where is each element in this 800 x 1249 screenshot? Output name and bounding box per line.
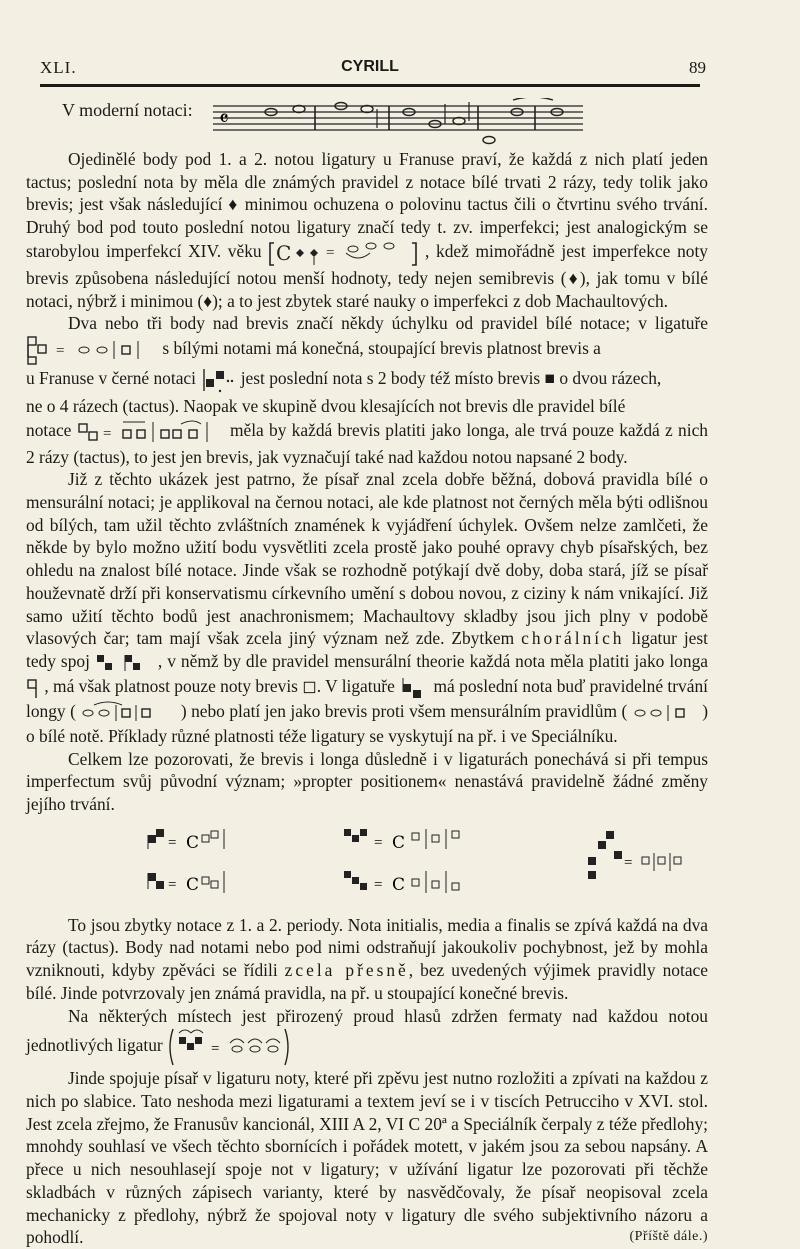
paragraph: Jinde spojuje písař v ligaturu noty, které při zpěvu jest nutno rozložiti a zpívati na každou z nich po slabice. Tato neshoda mezi ligaturami a textem jeví se i v tiscích Petrucciho v XVI. stol. Jest zcela zřejmo, že Franusův kancionál, XIII A 2, VI C 20ª a Speciálník čerpaly z téže předlohy; mnohdy souhlasí ve všech těchto sbornících i pořádek motett, v jakém jsou za sebou napsány. A přece u nich nesouhlasejí spoje not v ligatury; v užívání ligatur lze pozorovati při těchže skladbách v různých zápisech varianty, které by nasvědčovaly, že písař neopisoval zcela mechanicky z předlohy, nýbrž že spojoval noty v ligatury dle svého subjektivního názoru a pohodlí. (Příště dále.) <box>26 1068 708 1248</box>
svg-text:=: = <box>211 1041 220 1058</box>
ligature-white-descending <box>77 418 225 446</box>
imperfection-example-notation <box>268 239 418 267</box>
paragraph: Již z těchto ukázek jest patrno, že písař znal zcela dobře běžná, dobová pravidla bílé o mensurální notaci; je applikoval na černou notaci, ale kde platnost not černých měla býti odlišnou od bílých, tam užil těchto zvláštních znamének k vyjádření úchylek. Ovšem nelze zamlčeti, že někde by bylo možno užití bodu vysvětliti zcela prostě jako pouhé opravy chyb písařských, bez ohledu na znalost bílé notace. Jinde však se rozhodně potýkají dvě doby, doba stará, jíž se písař houževnatě drží při konservatismu církevního umění s dobou novou, z ciziny k nám vnikající. Již samo užití těchto bodů jest anachronismem; Machaultovy skladby jsou jich plny v podobě vlasových čar; tam mají však zcela jiný význam než zde. Zbytkem chorálních ligatur jest tedy spoj , v němž by dle pravidel mensurální theorie každá nota měla platiti jako longa , má však platnost pouze noty brevis ◻. V ligatuře má poslední nota buď pravidelné trvání longy ( ) nebo platí jen jako brevis proti všem mensurálním pravidlům ( ) o bílé notě. Příklady různé platnosti téže ligatury se vyskytují na př. i ve Speciálníku. <box>26 469 708 746</box>
paragraph: To jsou zbytky notace z 1. a 2. periody. Nota initialis, media a finalis se zpívá každá na dva rázy (tactus). Body nad notami nebo pod nimi odstraňují jakoukoliv pochybnost, jež by mohla vzniknouti, kdyby zpěváci se řídili zcela přesně, bez uvedených výjimek pravidly notace bílé. Jinde potvrzovaly jen známá pravidla, na př. u stoupající konečné brevis. <box>26 914 708 1003</box>
article-body <box>26 148 708 1249</box>
paragraph: Dva nebo tři body nad brevis značí někdy úchylku od pravidel bílé notace; v ligatuře = s bílými notami má konečná, stoupající brevis platnost brevis a u Franuse v černé notaci jest poslední nota s 2 body též místo brevis ■ o dvou rázech, ne o 4 rázech (tactus). Naopak ve skupině dvou klesajících not brevis dle pravidel bílé notace = měla by každá brevis platiti jako longa, ale trvá pouze každá z nich 2 rázy (tactus), to jest jen brevis, jak vyznačují také nad každou notou napsané 2 body. <box>26 313 708 467</box>
svg-text:𝄴: 𝄴 <box>219 107 229 132</box>
paragraph: Celkem lze pozorovati, že brevis i longa důsledně i v ligaturách ponechává si při tempus imperfectum svůj původní význam; »propter positionem« nenastává pravidelně žádné změny jejího trvání. <box>26 748 708 815</box>
svg-text:=: = <box>624 854 633 871</box>
paragraph: Ojedinělé body pod 1. a 2. notou ligatury u Franuse praví, že každá z nich platí jeden tactus; poslední nota by měla dle známých pravidel z notace bílé trvati 2 rázy, tedy tolik jako brevis; jest však následující ♦ minimou ochuzena o polovinu tactus čili o čtvrtinu svého trvání. Druhý bod pod touto poslední notou ligatury značí tedy t. zv. imperfekci; jest analogickým se starobylou imperfekcí XIV. věku C = , kdež mimořádně jest imperfekce noty brevis způsobena následující notou menší hodnoty, tedy nejen semibrevis (♦), jak tomu v bílé notaci, nýbrž i minimou (♦); a to jest zbytek staré nauky o imperfekci z dob Machaultových. <box>26 149 708 311</box>
svg-text:=: = <box>102 425 112 442</box>
page-header <box>40 58 706 82</box>
brevis-value-notation <box>632 701 698 725</box>
ligature-white-ascending <box>26 335 158 365</box>
svg-text:=: = <box>326 244 335 261</box>
ligature-black-dotted <box>200 365 236 395</box>
modern-notation-label: V moderní notaci: <box>62 100 193 120</box>
modern-notation-staff <box>213 98 613 146</box>
running-title: CYRILL <box>341 58 399 75</box>
svg-text:=: = <box>56 342 65 359</box>
paragraph: Na některých místech jest přirozený proud hlasů zdržen fermaty nad každou notou jednotlivých ligatur = <box>26 1005 708 1068</box>
page-number: 89 <box>689 58 706 77</box>
longa-value-notation <box>80 701 176 725</box>
svg-text:=: = <box>374 876 383 893</box>
svg-text:=: = <box>168 834 177 851</box>
ligature-example-3 <box>578 827 688 903</box>
ligature-example-1 <box>144 827 262 903</box>
section-number: XLI. <box>40 58 77 77</box>
svg-text:=: = <box>374 834 383 851</box>
ligature-glyph <box>399 676 429 700</box>
continuation-note: (Příště dále.) <box>629 1229 708 1245</box>
header-rule <box>40 84 700 87</box>
ligature-examples <box>144 826 688 904</box>
svg-text:C: C <box>186 874 200 895</box>
svg-text:C: C <box>276 240 292 265</box>
svg-text:C: C <box>186 832 200 853</box>
svg-text:C: C <box>392 874 406 895</box>
longa-glyph <box>26 676 40 700</box>
fermata-ligature-notation <box>167 1027 291 1067</box>
svg-text:C: C <box>392 832 406 853</box>
ligature-example-2 <box>340 827 500 903</box>
choral-ligature-pair <box>95 651 153 675</box>
svg-text:=: = <box>168 876 177 893</box>
